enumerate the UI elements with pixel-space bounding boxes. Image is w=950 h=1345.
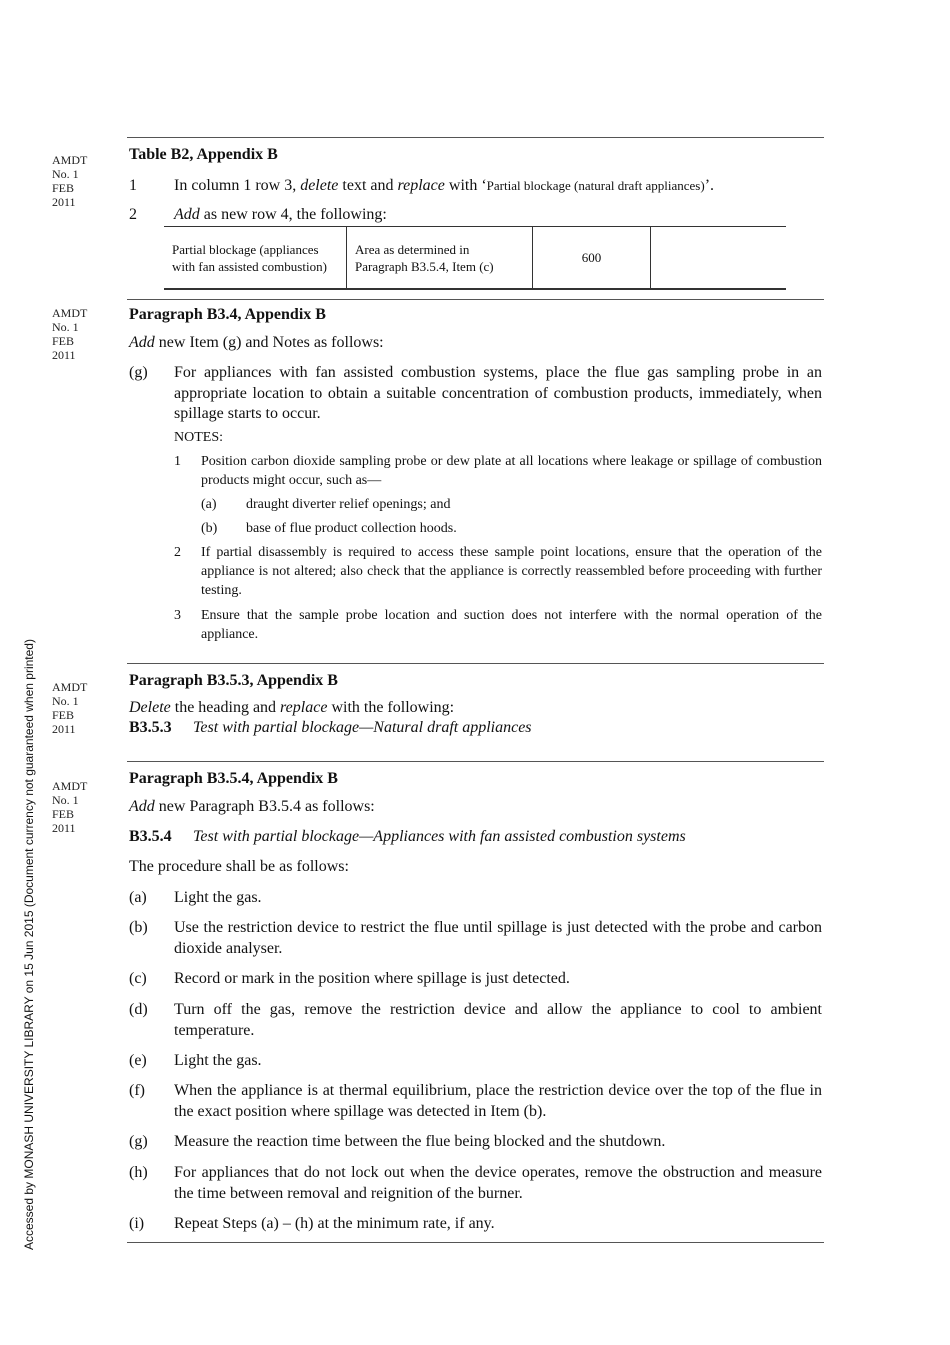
- step-label: (g): [129, 1133, 148, 1150]
- step-text: Record or mark in the position where spillage is just detected.: [174, 970, 570, 987]
- step-text: Light the gas.: [174, 1052, 262, 1069]
- section-heading: Paragraph B3.5.4, Appendix B: [129, 770, 338, 787]
- amendment-instruction: In column 1 row 3, delete text and replace with ‘Partial blockage (natural draft appliances)’.: [174, 177, 715, 194]
- item-label: (g): [129, 364, 148, 381]
- note-text: Position carbon dioxide sampling probe or dew plate at all locations where leakage or spillage of combustion products might occur, such as—: [201, 454, 822, 488]
- amendment-note: AMDT No. 1 FEB 2011: [52, 153, 88, 209]
- note-subitem-label: (b): [201, 521, 218, 536]
- access-watermark: Accessed by MONASH UNIVERSITY LIBRARY on 15 Jun 2015 (Document currency not guaranteed when printed): [22, 639, 36, 1250]
- table-cell: [651, 227, 787, 290]
- step-label: (a): [129, 889, 147, 906]
- new-table-row: [164, 226, 786, 290]
- step-label: (h): [129, 1164, 148, 1181]
- amendment-instruction: Add new Paragraph B3.5.4 as follows:: [129, 798, 375, 815]
- step-text: Use the restriction device to restrict the flue until spillage is just detected with the probe and carbon dioxide analyser.: [174, 919, 822, 957]
- notes-title: NOTES:: [174, 430, 223, 445]
- note-number: 3: [174, 608, 181, 623]
- step-text: Measure the reaction time between the flue being blocked and the shutdown.: [174, 1133, 666, 1150]
- step-label: (d): [129, 1001, 148, 1018]
- amendment-instruction: Delete the heading and replace with the following:: [129, 699, 455, 716]
- step-label: (b): [129, 919, 148, 936]
- clause-number: B3.5.4: [129, 828, 172, 845]
- table-cell: Area as determined in Paragraph B3.5.4, Item (c): [347, 227, 533, 290]
- item-text: For appliances with fan assisted combustion systems, place the flue gas sampling probe in an appropriate location to obtain a suitable concentration of combustion products, immediately, when spillage starts to occur.: [174, 364, 822, 422]
- table-cell: Partial blockage (appliances with fan assisted combustion): [164, 227, 347, 290]
- step-text: Light the gas.: [174, 889, 262, 906]
- step-text: Turn off the gas, remove the restriction device and allow the appliance to cool to ambient temperature.: [174, 1001, 822, 1039]
- divider: [127, 299, 824, 300]
- amendment-instruction: Add new Item (g) and Notes as follows:: [129, 334, 384, 351]
- note-subitem-text: base of flue product collection hoods.: [246, 521, 457, 536]
- step-text: When the appliance is at thermal equilibrium, place the restriction device over the top of the flue in the exact position where spillage was detected in Item (b).: [174, 1082, 822, 1120]
- step-text: For appliances that do not lock out when the device operates, remove the obstruction and measure the time between removal and reignition of the burner.: [174, 1164, 822, 1202]
- table-row: [164, 227, 786, 290]
- divider: [127, 137, 824, 138]
- step-text: Repeat Steps (a) – (h) at the minimum rate, if any.: [174, 1215, 495, 1232]
- procedure-intro: The procedure shall be as follows:: [129, 858, 349, 875]
- note-subitem-text: draught diverter relief openings; and: [246, 497, 451, 512]
- note-subitem-label: (a): [201, 497, 217, 512]
- amendment-instruction: Add as new row 4, the following:: [174, 206, 387, 223]
- section-heading: Paragraph B3.4, Appendix B: [129, 306, 326, 323]
- clause-number: B3.5.3: [129, 719, 172, 736]
- divider: [127, 1242, 824, 1243]
- step-label: (e): [129, 1052, 147, 1069]
- divider: [127, 663, 824, 664]
- step-label: (i): [129, 1215, 145, 1232]
- step-label: (f): [129, 1082, 145, 1099]
- divider: [127, 761, 824, 762]
- note-number: 1: [174, 454, 181, 469]
- table-cell: 600: [533, 227, 651, 290]
- note-text: Ensure that the sample probe location and suction does not interfere with the normal operation of the appliance.: [201, 608, 822, 642]
- amendment-note: AMDT No. 1 FEB 2011: [52, 306, 88, 362]
- list-item-number: 2: [129, 206, 137, 223]
- amendment-note: AMDT No. 1 FEB 2011: [52, 779, 88, 835]
- list-item-number: 1: [129, 177, 137, 194]
- note-text: If partial disassembly is required to access these sample point locations, ensure that the operation of the appliance is not altered; also check that the appliance is correctly reassembled before proceeding with further testing.: [201, 545, 822, 598]
- section-heading: Paragraph B3.5.3, Appendix B: [129, 672, 338, 689]
- section-heading: Table B2, Appendix B: [129, 146, 278, 163]
- step-label: (c): [129, 970, 147, 987]
- note-number: 2: [174, 545, 181, 560]
- clause-title: Test with partial blockage—Natural draft appliances: [193, 719, 532, 736]
- amendment-note: AMDT No. 1 FEB 2011: [52, 680, 88, 736]
- clause-title: Test with partial blockage—Appliances with fan assisted combustion systems: [193, 828, 686, 845]
